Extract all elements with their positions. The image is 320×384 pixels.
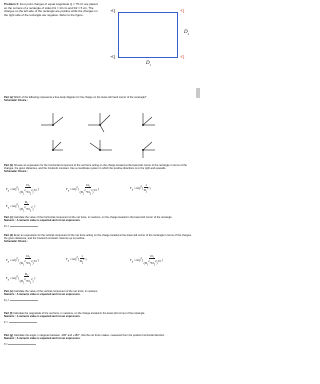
- part-a-text: Which of the following represents a free-body diagram for the charge on the lower-left hand corner of the rectangle?: [13, 96, 147, 99]
- rectangle-diagram: [104, 4, 196, 70]
- charge-top-left: +Q: [110, 8, 116, 13]
- part-f-answer-input[interactable]: [9, 318, 37, 323]
- part-b: [4, 164, 194, 174]
- part-b-choice-1[interactable]: $F_x = kQ^2$[ $D_1$ $(D_1^2+D_2^2)^{3/2}$ ]: [6, 183, 39, 196]
- part-e: [4, 290, 194, 303]
- problem-title: Problem 4:: [4, 2, 19, 6]
- fbd-choice-6[interactable]: [142, 142, 155, 158]
- part-e-answer-input[interactable]: [10, 296, 38, 301]
- part-f: [4, 312, 194, 325]
- fbd-choice-3[interactable]: [142, 113, 155, 126]
- part-c-text: Calculate the value of the horizontal component of the net force, in newtons, on the charge located in the lower-left corner of the rectangle.: [13, 216, 173, 219]
- fbd-choice-5[interactable]: [90, 140, 112, 151]
- part-d-choice-2[interactable]: $F_y = kQ^2$[ 1 $D_2^2$ ]: [66, 254, 87, 265]
- part-c-var: Fx =: [4, 225, 10, 229]
- rectangle: [118, 12, 178, 58]
- part-b-schematic: Schematic Choice :: [4, 170, 28, 174]
- part-c-label: Part (c): [4, 216, 13, 219]
- charge-top-right: -Q: [180, 8, 185, 13]
- part-d-choice-3[interactable]: $F_y = kQ^2$[ $D_1$ $(D_1^2+D_2^2)^{3/2}$ ]: [130, 254, 163, 267]
- part-b-choice-4[interactable]: $F_x = kQ^2$[ $D_1$ $(D_1^2+D_2^2)$ ]: [6, 200, 36, 213]
- part-f-label: Part (f): [4, 312, 13, 315]
- part-g-text: Calculate the angle, in degrees between -180° and +180°, that the net force makes, measured from the positive horizontal direction.: [13, 334, 165, 337]
- part-g: [4, 334, 194, 347]
- charge-bottom-right: -Q: [180, 54, 185, 59]
- part-e-text: Calculate the value of the vertical component of the net force, in newtons.: [13, 290, 99, 293]
- part-b-label: Part (b): [4, 164, 14, 167]
- part-d-text: Enter an expression for the vertical component of the net force acting on the charge located at the lower-left corner of the rectangle in terms of the charges, the given distances, and the Coulomb constant. Assume up is positive.: [4, 234, 192, 241]
- part-b-text: Choose an expression for the horizontal component of the net force acting on the charge located at the lower-left corner of the rectangle in terms of the charges, the given distances, and the Coulomb constant. Use a coordinate system in which the positive directions is to the right and upwards.: [4, 164, 187, 171]
- part-g-var: θ =: [4, 343, 8, 347]
- fbd-choice-4[interactable]: [52, 140, 63, 151]
- part-f-text: Calculate the magnitude of the net force, in newtons, on the charge located in the lower-left corner of the rectangle.: [13, 312, 146, 315]
- part-a-schematic: Schematic Choice :: [4, 99, 28, 103]
- problem-statement: [4, 3, 100, 17]
- part-d-label: Part (d): [4, 234, 14, 237]
- part-d: [4, 234, 194, 244]
- part-a-label: Part (a): [4, 96, 13, 99]
- fbd-choice-2[interactable]: [88, 113, 110, 132]
- part-c-numeric: Numeric : A numeric value is expected and not an expression.: [4, 219, 81, 223]
- dimension-d1: $D_1$: [146, 61, 152, 67]
- problem-text: Four point charges of equal magnitude Q = 75 nC are placed on the corners of a rectangle of sides D1 = 13 cm and D2 = 5 cm. The charges on the left side of the rectangle are positive while the charges on the right side of the rectangle are negative. Refer to the figure.: [4, 2, 98, 17]
- fbd-choice-1[interactable]: [41, 113, 63, 126]
- part-g-label: Part (g): [4, 334, 14, 337]
- part-e-var: Fy =: [4, 299, 10, 303]
- part-d-choice-1[interactable]: $F_y = kQ^2$[ $D_2$ $(D_1^2+D_2^2)^{3/2}$ ]: [6, 254, 39, 267]
- part-b-choice-3[interactable]: $F_x = kQ^2$[ 1 $D_1^2$ ]: [130, 183, 151, 194]
- scroll-tab[interactable]: [196, 88, 200, 98]
- part-e-label: Part (e): [4, 290, 13, 293]
- charge-bottom-left: +Q: [110, 54, 116, 59]
- part-a: [4, 96, 194, 102]
- part-b-choice-2[interactable]: $F_x = kQ^2$[ $D_2$ $(D_1^2+D_2^2)^{3/2}$ ]: [66, 183, 99, 196]
- part-f-numeric: Numeric : A numeric value is expected and not an expression.: [4, 315, 81, 319]
- part-d-schematic: Schematic Choice :: [4, 240, 28, 244]
- part-g-numeric: Numeric : A numeric value is expected and not an expression.: [4, 337, 81, 341]
- free-body-diagram-choices: [38, 110, 168, 160]
- part-c-answer-input[interactable]: [10, 222, 38, 227]
- part-d-choice-4[interactable]: $F_y = kQ^2$[ $D_2$ $(D_1^2+D_2^2)$ ]: [6, 272, 36, 285]
- part-f-var: F =: [4, 321, 8, 325]
- dimension-d2: $D_2$: [184, 30, 190, 36]
- part-g-answer-input[interactable]: [8, 340, 36, 345]
- part-e-numeric: Numeric : A numeric value is expected and not an expression.: [4, 293, 81, 297]
- part-c: [4, 216, 194, 229]
